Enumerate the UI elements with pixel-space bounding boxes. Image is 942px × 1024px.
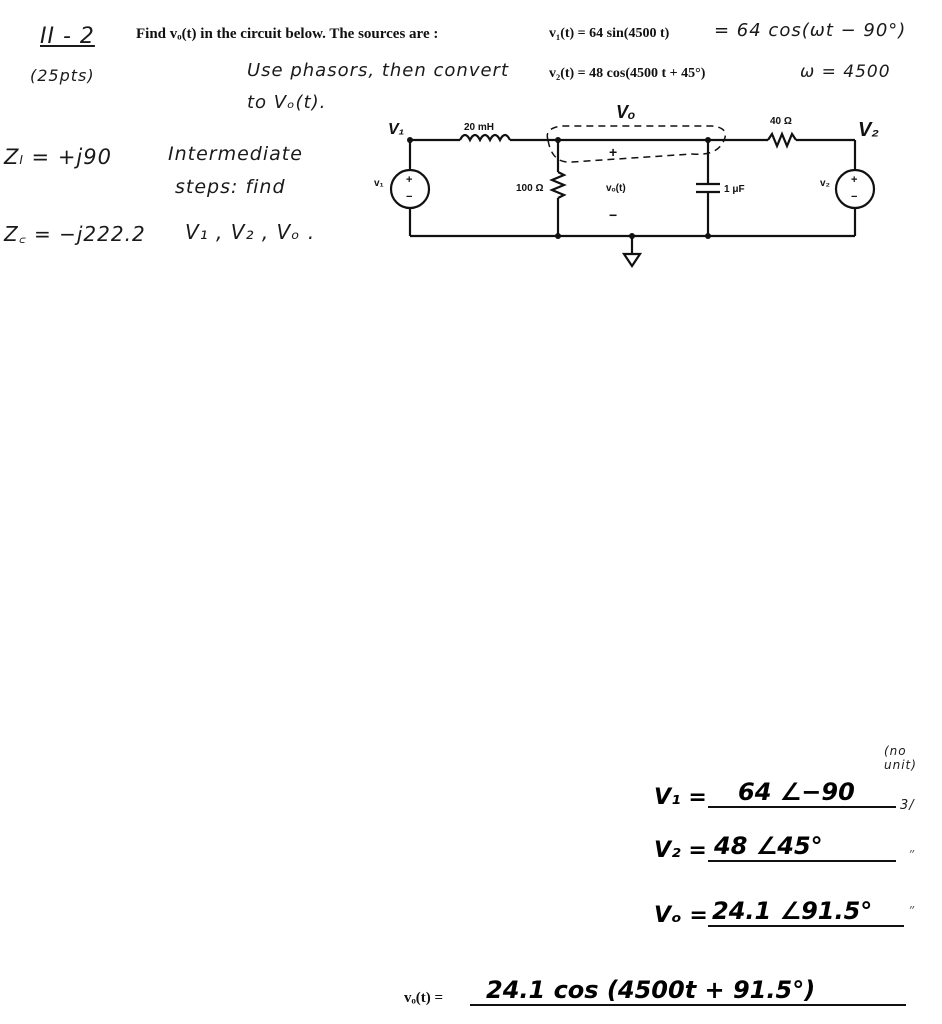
svg-text:−: − xyxy=(406,191,413,203)
inductor-label: 20 mH xyxy=(464,122,495,133)
node-v1-label: V₁ xyxy=(388,121,405,138)
points-label: (25pts) xyxy=(30,66,95,85)
zl-impedance: Zₗ = +j90 xyxy=(4,145,112,169)
omega-value: ω = 4500 xyxy=(800,62,891,82)
capacitor-label: 1 μF xyxy=(724,184,745,195)
grader-score: 3/ xyxy=(900,798,915,813)
node-v2-label: V₂ xyxy=(858,119,879,141)
final-answer-label: vₒ(t) = xyxy=(404,990,444,1006)
v1-cos-form: = 64 cos(ωt − 90°) xyxy=(714,20,907,41)
shunt-resistor-symbol xyxy=(552,172,564,198)
vo-plus: + xyxy=(609,144,618,160)
shunt-resistor-label: 100 Ω xyxy=(516,183,544,194)
vo-label: vₒ(t) xyxy=(606,183,626,194)
intermediate-line-1: Intermediate xyxy=(168,143,303,165)
svg-text:+: + xyxy=(851,174,858,186)
source-v2-label: v₂ xyxy=(820,178,831,189)
hint-line-1: Use phasors, then convert xyxy=(247,60,509,81)
source-v1-label: v₁ xyxy=(374,178,384,189)
grader-ditto-2: ” xyxy=(908,904,916,918)
series-resistor-label: 40 Ω xyxy=(770,116,792,127)
grader-note-2: unit) xyxy=(884,758,917,772)
ground-symbol xyxy=(624,254,640,266)
final-answer-value: 24.1 cos (4500t + 91.5°) xyxy=(470,976,906,1006)
v1-answer-label: V₁ = xyxy=(654,785,707,810)
problem-number: II - 2 xyxy=(40,24,95,49)
problem-prompt: Find vₒ(t) in the circuit below. The sources are : xyxy=(136,26,439,42)
v2-definition: v₂(t) = 48 cos(4500 t + 45°) xyxy=(549,66,706,81)
svg-text:−: − xyxy=(851,191,858,203)
hint-line-2: to Vₒ(t). xyxy=(247,92,327,113)
grader-note-1: (no xyxy=(884,744,907,758)
inductor-symbol xyxy=(460,135,510,140)
circuit-diagram xyxy=(0,0,942,300)
v1-definition: v₁(t) = 64 sin(4500 t) xyxy=(549,26,670,41)
vo-answer-value: 24.1 ∠91.5° xyxy=(708,897,904,927)
zc-impedance: Z꜀ = −j222.2 xyxy=(4,222,146,246)
v2-answer-label: V₂ = xyxy=(654,838,707,863)
series-resistor-symbol xyxy=(768,134,796,146)
svg-text:+: + xyxy=(406,174,413,186)
intermediate-line-3: V₁ , V₂ , Vₒ . xyxy=(185,220,316,244)
v1-answer-value: 64 ∠−90 xyxy=(708,778,896,808)
node-vo-label: Vₒ xyxy=(616,102,636,122)
vo-minus: − xyxy=(609,207,618,223)
intermediate-line-2: steps: find xyxy=(175,176,286,198)
grader-ditto-1: ” xyxy=(908,848,916,862)
vo-node-dashed-outline xyxy=(547,126,725,162)
vo-answer-label: Vₒ = xyxy=(654,903,708,928)
v2-answer-value: 48 ∠45° xyxy=(708,832,896,862)
